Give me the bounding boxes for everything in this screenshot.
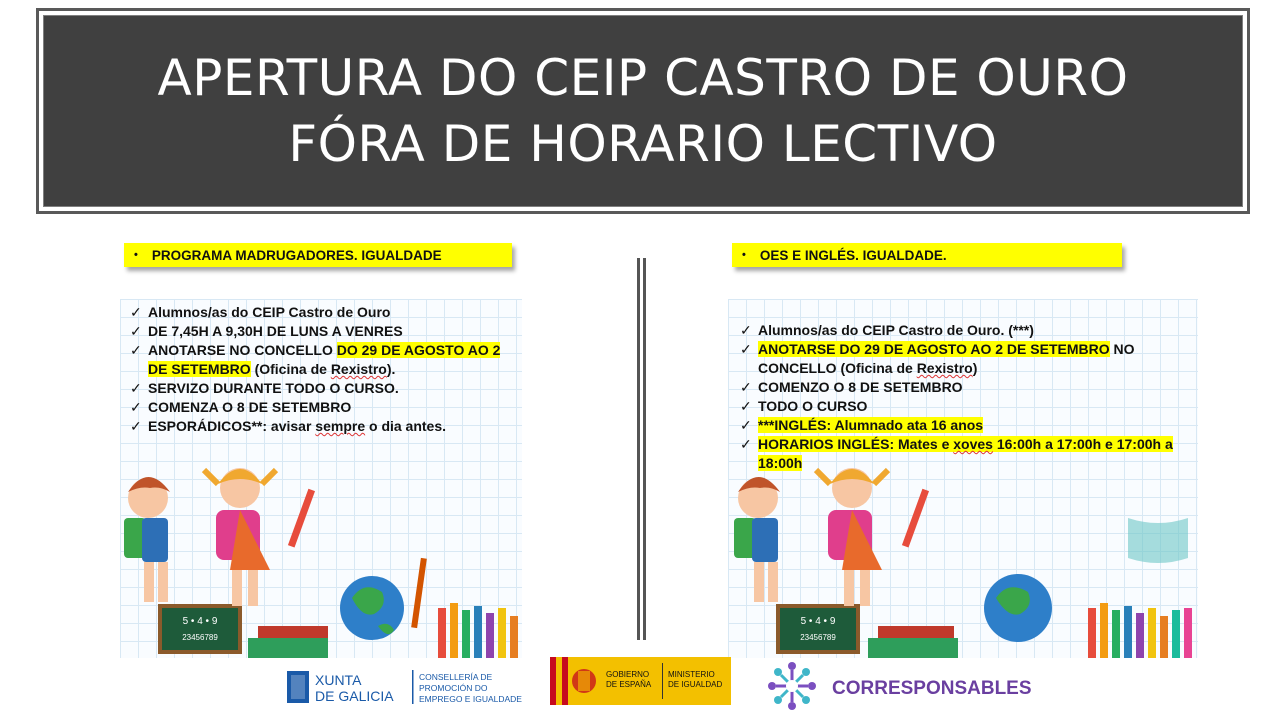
- chalkboard-text: 5 • 4 • 9: [182, 616, 218, 627]
- list-item: [130, 379, 515, 398]
- title-line-2: FÓRA DE HORARIO LECTIVO: [288, 115, 998, 173]
- title-banner-inner: [43, 15, 1243, 207]
- list-item-text: COMENZA O 8 DE SETEMBRO: [148, 399, 352, 415]
- check-icon: ✓: [740, 322, 752, 338]
- list-item: [740, 378, 1195, 397]
- list-item: [130, 303, 515, 322]
- chalkboard-numbers: 23456789: [182, 633, 218, 642]
- xunta-line2: DE GALICIA: [315, 688, 394, 704]
- panel-heading: [732, 243, 1122, 267]
- check-icon: ✓: [130, 418, 142, 434]
- chalkboard-numbers: 23456789: [800, 633, 836, 642]
- title-line-1: APERTURA DO CEIP CASTRO DE OURO: [157, 49, 1129, 107]
- list-item: [740, 340, 1195, 378]
- check-icon: ✓: [130, 380, 142, 396]
- list-item-text: ): [972, 360, 978, 376]
- check-icon: ✓: [130, 399, 142, 415]
- highlighted-text: HORARIOS INGLÉS: Mates e: [758, 436, 954, 452]
- check-icon: ✓: [740, 436, 752, 452]
- conselleria-line3: EMPREGO E IGUALDADE: [419, 694, 522, 704]
- highlighted-text: DO 29 DE AGOSTO AO 2 DE SETEMBRO: [148, 342, 501, 377]
- ministerio-line1: MINISTERIO: [668, 670, 715, 679]
- panel-heading-text: OES E INGLÉS. IGUALDADE.: [759, 247, 947, 263]
- corresponsables-logo: [764, 658, 1032, 714]
- conselleria-line2: PROMOCIÓN DO: [419, 683, 488, 693]
- list-item-text: Rexistro: [916, 360, 973, 376]
- info-list: [130, 303, 515, 436]
- highlighted-text: 16:00h a 17:00h e 17:00h a 18:00h: [758, 436, 1173, 471]
- info-list: [740, 321, 1195, 473]
- school-kids-illustration: [728, 458, 1198, 658]
- list-item-text: COMENZO O 8 DE SETEMBRO: [758, 379, 963, 395]
- list-item-text: sempre: [315, 418, 366, 434]
- vertical-divider: [637, 258, 647, 640]
- list-item-text: NO CONCELLO (Oficina de: [758, 341, 1135, 376]
- xunta-line1: XUNTA: [315, 672, 362, 688]
- list-item-text: ESPORÁDICOS**: avisar: [148, 418, 316, 434]
- highlighted-text: ANOTARSE DO 29 DE AGOSTO AO 2 DE SETEMBRO: [758, 341, 1110, 357]
- school-kids-illustration: [120, 458, 522, 658]
- list-item-text: Alumnos/as do CEIP Castro de Ouro. (***): [758, 322, 1034, 338]
- highlighted-text: ***INGLÉS: Alumnado ata 16 anos: [758, 417, 984, 433]
- bullet-icon: •: [134, 249, 138, 261]
- ministerio-line2: DE IGUALDAD: [668, 680, 723, 689]
- list-item: [740, 321, 1195, 340]
- panel-oes-ingles: [728, 241, 1198, 658]
- xunta-de-galicia-logo: [287, 667, 532, 707]
- list-item-text: ANOTARSE NO CONCELLO: [148, 342, 337, 358]
- chalkboard-text: 5 • 4 • 9: [800, 616, 836, 627]
- list-item: [130, 417, 515, 436]
- list-item-text: Alumnos/as do CEIP Castro de Ouro: [148, 304, 391, 320]
- list-item-text: TODO O CURSO: [758, 398, 868, 414]
- list-item: [740, 416, 1195, 435]
- panel-heading-text: PROGRAMA MADRUGADORES. IGUALDADE: [151, 247, 442, 263]
- corresponsables-text: CORRESPONSABLES: [832, 678, 1032, 699]
- check-icon: ✓: [130, 304, 142, 320]
- panel-madrugadores: [120, 241, 522, 658]
- title-banner: [36, 8, 1250, 214]
- check-icon: ✓: [740, 341, 752, 357]
- check-icon: ✓: [130, 342, 142, 358]
- list-item-text: DE 7,45H A 9,30H DE LUNS A VENRES: [148, 323, 403, 339]
- check-icon: ✓: [740, 417, 752, 433]
- gobierno-espana-logo: [550, 657, 731, 705]
- gobierno-line1: GOBIERNO: [606, 670, 650, 679]
- gobierno-line2: DE ESPAÑA: [606, 680, 652, 689]
- list-item-text: (Oficina de: [250, 361, 331, 377]
- check-icon: ✓: [130, 323, 142, 339]
- panel-heading: [124, 243, 512, 267]
- list-item: [130, 341, 515, 379]
- list-item: [130, 322, 515, 341]
- check-icon: ✓: [740, 379, 752, 395]
- list-item-text: SERVIZO DURANTE TODO O CURSO.: [148, 380, 399, 396]
- highlighted-text: xoves: [953, 436, 993, 452]
- list-item: [130, 398, 515, 417]
- list-item-text: o dia antes.: [365, 418, 447, 434]
- check-icon: ✓: [740, 398, 752, 414]
- conselleria-line1: CONSELLERÍA DE: [419, 672, 493, 682]
- list-item-text: Rexistro: [330, 361, 387, 377]
- list-item: [740, 397, 1195, 416]
- list-item-text: ).: [386, 361, 396, 377]
- bullet-icon: •: [742, 249, 746, 261]
